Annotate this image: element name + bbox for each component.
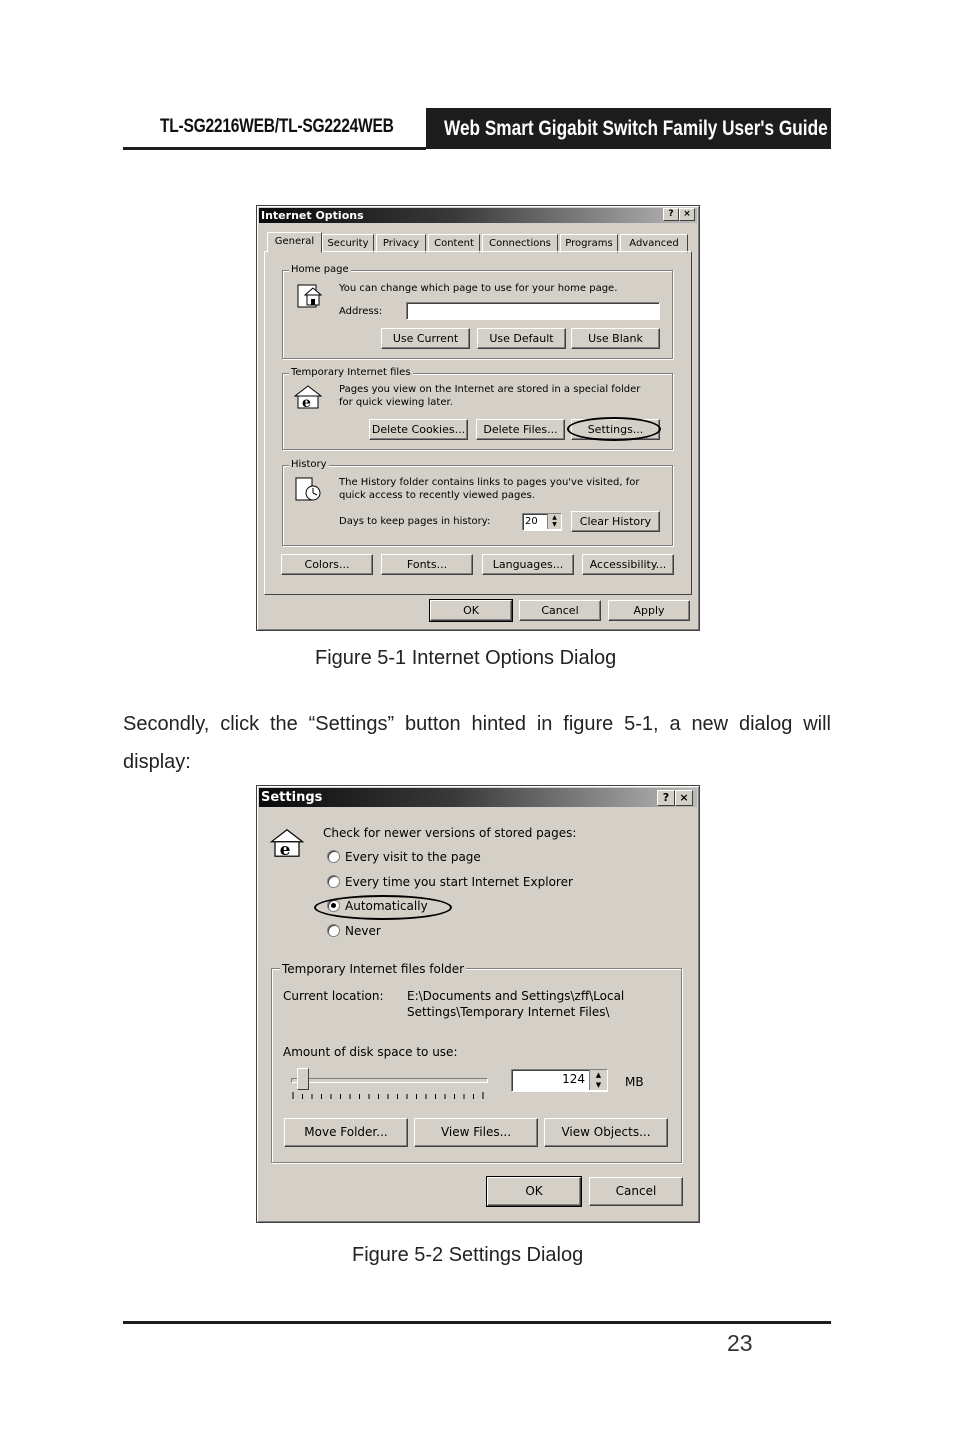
temporary-files-description-1: Pages you view on the Internet are stored in a special folder xyxy=(339,384,641,395)
disk-space-slider-thumb[interactable] xyxy=(297,1068,309,1090)
tab-content[interactable]: Content xyxy=(428,234,480,253)
days-to-keep-spinner[interactable] xyxy=(522,513,562,531)
svg-text:e: e xyxy=(302,395,311,410)
temporary-files-folder-label: Temporary Internet files folder xyxy=(282,962,465,976)
radio-every-start[interactable] xyxy=(327,875,340,888)
current-location-value-1: E:\Documents and Settings\zff\Local xyxy=(407,989,625,1003)
footer-rule xyxy=(123,1321,831,1324)
address-label: Address: xyxy=(339,306,383,317)
check-newer-versions-label: Check for newer versions of stored pages: xyxy=(323,826,577,840)
cancel-button[interactable]: Cancel xyxy=(589,1177,683,1206)
body-paragraph xyxy=(123,705,831,781)
temporary-files-description-2: for quick viewing later. xyxy=(339,397,453,408)
header-rule xyxy=(123,147,426,150)
dialog-title: Settings xyxy=(259,788,697,807)
days-to-keep-value: 20 xyxy=(525,516,538,527)
disk-space-spinner[interactable] xyxy=(511,1069,608,1092)
settings-highlight-oval xyxy=(567,417,661,441)
colors-button[interactable]: Colors... xyxy=(281,554,373,575)
address-input[interactable] xyxy=(406,302,660,320)
use-default-button[interactable]: Use Default xyxy=(477,328,566,349)
ok-button[interactable]: OK xyxy=(487,1177,581,1206)
temporary-files-group-label: Temporary Internet files xyxy=(291,367,411,378)
view-objects-button[interactable]: View Objects... xyxy=(544,1118,668,1147)
spinner-arrows-icon[interactable]: ▲ ▼ xyxy=(547,514,561,529)
settings-dialog xyxy=(256,785,700,1223)
stored-pages-icon xyxy=(269,826,305,860)
option-every-start-label: Every time you start Internet Explorer xyxy=(345,875,573,889)
close-button[interactable]: × xyxy=(679,208,695,221)
tab-connections[interactable]: Connections xyxy=(482,234,558,253)
body-paragraph-line-1: Secondly, click the “Settings” button hinted in figure 5-1, a new dialog will xyxy=(123,713,831,735)
clear-history-button[interactable]: Clear History xyxy=(571,511,660,532)
accessibility-button[interactable]: Accessibility... xyxy=(582,554,674,575)
help-button[interactable]: ? xyxy=(663,208,679,221)
option-never-label: Never xyxy=(345,924,381,938)
home-page-description: You can change which page to use for your home page. xyxy=(339,283,618,294)
option-every-visit-label: Every visit to the page xyxy=(345,850,481,864)
tab-general[interactable]: General xyxy=(267,232,322,253)
current-location-value-2: Settings\Temporary Internet Files\ xyxy=(407,1005,610,1019)
home-page-group-label: Home page xyxy=(291,264,349,275)
apply-button[interactable]: Apply xyxy=(608,600,690,621)
radio-every-visit[interactable] xyxy=(327,850,340,863)
header-guide-title-bar xyxy=(426,108,831,149)
history-description-1: The History folder contains links to pages you've visited, for xyxy=(339,477,640,488)
figure-1-caption: Figure 5-1 Internet Options Dialog xyxy=(315,647,617,669)
dialog-title: Internet Options xyxy=(259,208,697,223)
slider-ticks xyxy=(291,1092,486,1100)
fonts-button[interactable]: Fonts... xyxy=(381,554,473,575)
view-files-button[interactable]: View Files... xyxy=(414,1118,538,1147)
tab-programs[interactable]: Programs xyxy=(560,234,618,253)
header-guide-title: Web Smart Gigabit Switch Family User's Guide xyxy=(444,117,828,140)
close-button[interactable]: × xyxy=(675,790,693,806)
tab-security[interactable]: Security xyxy=(322,234,374,253)
tab-privacy[interactable]: Privacy xyxy=(376,234,426,253)
spinner-arrows-icon[interactable]: ▲ ▼ xyxy=(589,1070,607,1090)
radio-never[interactable] xyxy=(327,924,340,937)
option-automatically-label: Automatically xyxy=(345,899,428,913)
header-product-models: TL-SG2216WEB/TL-SG2224WEB xyxy=(160,116,394,137)
current-location-label: Current location: xyxy=(283,989,384,1003)
disk-space-value: 124 xyxy=(562,1072,585,1086)
move-folder-button[interactable]: Move Folder... xyxy=(284,1118,408,1147)
cancel-button[interactable]: Cancel xyxy=(519,600,601,621)
svg-text:e: e xyxy=(279,839,291,859)
body-paragraph-line-2: display: xyxy=(123,751,191,773)
home-page-icon xyxy=(295,283,325,309)
page-number: 23 xyxy=(727,1330,753,1356)
disk-space-unit: MB xyxy=(625,1075,644,1089)
disk-space-label: Amount of disk space to use: xyxy=(283,1045,458,1059)
use-blank-button[interactable]: Use Blank xyxy=(571,328,660,349)
delete-files-button[interactable]: Delete Files... xyxy=(476,419,565,440)
history-description-2: quick access to recently viewed pages. xyxy=(339,490,535,501)
internet-options-dialog xyxy=(256,205,700,631)
history-icon xyxy=(293,476,323,502)
use-current-button[interactable]: Use Current xyxy=(381,328,470,349)
automatically-highlight-oval xyxy=(314,895,452,920)
settings-button[interactable]: Settings... xyxy=(571,419,660,440)
delete-cookies-button[interactable]: Delete Cookies... xyxy=(369,419,468,440)
history-group-label: History xyxy=(291,459,327,470)
help-button[interactable]: ? xyxy=(657,790,675,806)
temporary-files-icon xyxy=(293,384,323,410)
ok-button[interactable]: OK xyxy=(430,600,512,621)
languages-button[interactable]: Languages... xyxy=(482,554,574,575)
disk-space-slider-track[interactable] xyxy=(291,1078,488,1083)
tab-advanced[interactable]: Advanced xyxy=(620,234,688,253)
days-to-keep-label: Days to keep pages in history: xyxy=(339,516,491,527)
figure-2-caption: Figure 5-2 Settings Dialog xyxy=(352,1244,584,1266)
